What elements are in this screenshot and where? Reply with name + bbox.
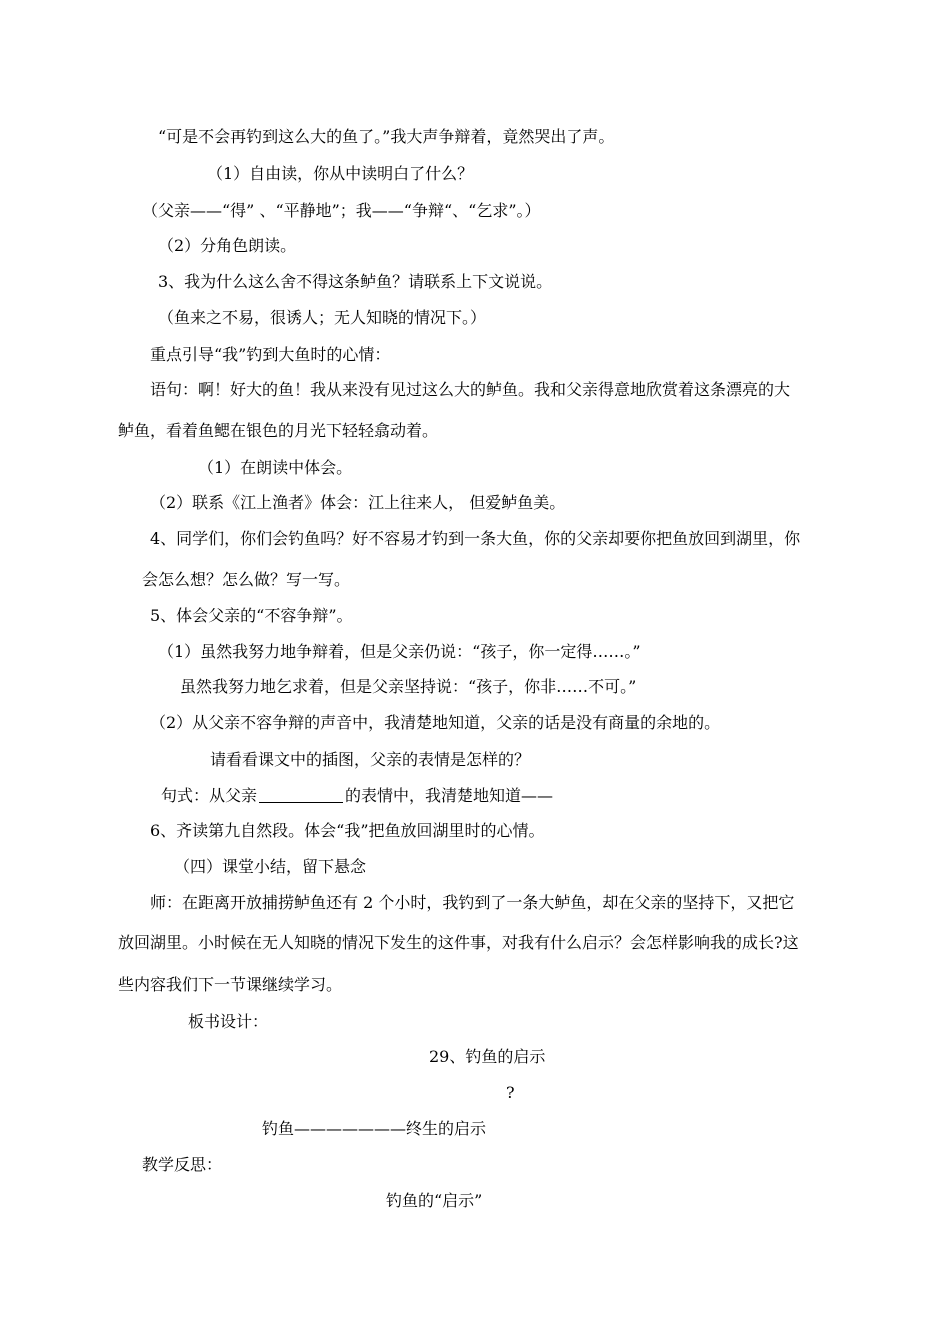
text-line: 放回湖里。小时候在无人知晓的情况下发生的这件事，对我有什么启示？会怎样影响我的成长?这	[118, 933, 799, 952]
text-line: 3、我为什么这么舍不得这条鲈鱼？请联系上下文说说。	[158, 272, 553, 291]
text-line: （2）从父亲不容争辩的声音中，我清楚地知道，父亲的话是没有商量的余地的。	[150, 713, 721, 732]
text-line: 会怎么想？怎么做？写一写。	[142, 570, 351, 589]
reflection-title: 钓鱼的“启示”	[386, 1191, 483, 1210]
sentence-pattern-prefix: 句式：从父亲	[161, 786, 258, 805]
text-line: 鲈鱼，看着鱼鳃在银色的月光下轻轻翕动着。	[118, 421, 439, 440]
text-line: 重点引导“我”钓到大鱼时的心情：	[150, 345, 391, 364]
text-line: 请看看课文中的插图，父亲的表情是怎样的？	[210, 750, 531, 769]
text-line: （父亲——“得” 、“平静地”；我——“争辩“、“乞求”。）	[142, 201, 541, 220]
text-line: 些内容我们下一节课继续学习。	[118, 975, 343, 994]
text-line: （1）自由读，你从中读明白了什么？	[207, 164, 474, 183]
board-title: 29、钓鱼的启示	[429, 1047, 546, 1066]
text-line: （2）分角色朗读。	[158, 236, 297, 255]
text-line: “可是不会再钓到这么大的鱼了。”我大声争辩着，竟然哭出了声。	[158, 127, 615, 146]
text-line: 语句：啊！好大的鱼！我从来没有见过这么大的鲈鱼。我和父亲得意地欣赏着这条漂亮的大	[150, 380, 791, 399]
text-line: （四）课堂小结，留下悬念	[174, 857, 367, 876]
board-question-mark: ?	[506, 1083, 515, 1102]
text-line: （2）联系《江上渔者》体会：江上往来人， 但爱鲈鱼美。	[150, 493, 566, 512]
sentence-pattern-suffix: 的表情中，我清楚地知道——	[345, 786, 554, 805]
text-line: （1）在朗读中体会。	[198, 458, 353, 477]
text-line: 5、体会父亲的“不容争辩”。	[150, 606, 353, 625]
text-line: 4、同学们，你们会钓鱼吗？好不容易才钓到一条大鱼，你的父亲却要你把鱼放回到湖里，你	[150, 529, 801, 548]
text-line: （鱼来之不易，很诱人；无人知晓的情况下。）	[158, 308, 487, 327]
board-design-heading: 板书设计：	[188, 1012, 269, 1031]
sentence-pattern-line	[161, 786, 553, 806]
fill-in-blank	[259, 786, 343, 803]
reflection-heading: 教学反思：	[142, 1155, 223, 1174]
text-line: 师：在距离开放捕捞鲈鱼还有 2 个小时，我钓到了一条大鲈鱼，却在父亲的坚持下，又把它	[150, 893, 795, 912]
text-line: （1）虽然我努力地争辩着，但是父亲仍说：“孩子，你一定得……。”	[158, 642, 641, 661]
text-line: 6、齐读第九自然段。体会“我”把鱼放回湖里时的心情。	[150, 821, 545, 840]
board-line: 钓鱼———————终生的启示	[262, 1119, 487, 1138]
text-line: 虽然我努力地乞求着，但是父亲坚持说：“孩子，你非……不可。”	[180, 677, 637, 696]
